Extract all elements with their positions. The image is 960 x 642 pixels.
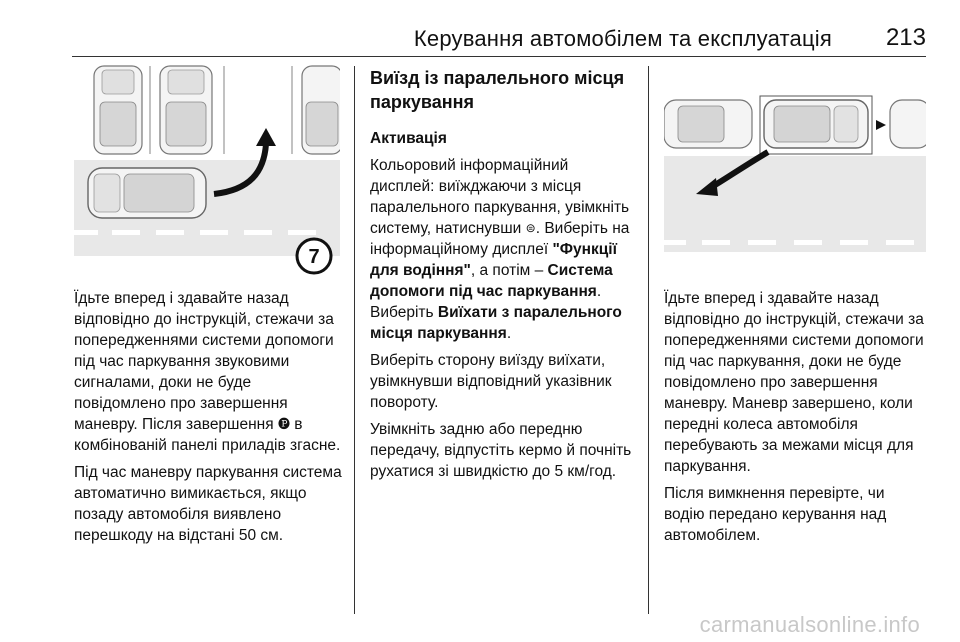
paragraph: Виберіть сторону виїзду виїхати, увімкнувши відповідний указівник повороту. [370, 352, 612, 411]
paragraph: Увімкніть задню або передню передачу, відпустіть кермо й почніть рухатися зі швидкістю до 5 км/год. [370, 421, 632, 480]
parked-car-2 [160, 66, 212, 154]
parking-assist-icon: 🅟 [277, 417, 290, 431]
column-left [74, 288, 346, 552]
parked-car-3 [302, 66, 340, 154]
moving-car [88, 168, 206, 218]
bold-text: Виїхати з паралельного місця паркування [370, 304, 622, 342]
page-header-title: Керування автомобілем та експлуатація [413, 26, 832, 51]
parked-car-1 [94, 66, 142, 154]
exit-parking-illustration [664, 70, 926, 284]
paragraph [74, 288, 346, 456]
page-number: 213 [885, 24, 926, 51]
parking-assist-button-icon: ⊜ [525, 221, 536, 235]
text-span: . Виберіть на інформаційному дисплеї [370, 220, 630, 258]
bold-text: Система допомоги під час паркування [370, 262, 613, 300]
text-span: Їдьте вперед і здавайте назад відповідно до інструкцій, стежачи за попередженнями системи допомоги під час паркування звуковими сигналами, доки не буде повідомлено про завершення маневру. Після завершення [74, 290, 334, 433]
column-divider-left [354, 66, 355, 614]
column-middle [370, 66, 632, 488]
header-rule [72, 56, 926, 57]
bold-text: "Функції для водіння" [370, 241, 617, 279]
column-divider-right [648, 66, 649, 614]
text-span: , а потім – [470, 262, 548, 279]
text-span: в комбінованій панелі приладів згасне. [74, 416, 341, 454]
text-span: . [506, 325, 512, 342]
section-title: Виїзд із паралельного місця паркування [370, 68, 625, 112]
paragraph [370, 155, 632, 344]
arrow-head-icon [256, 128, 276, 146]
own-car [764, 100, 868, 148]
sub-title: Активація [370, 130, 447, 147]
watermark: carmanualsonline.info [699, 612, 920, 637]
paragraph: Їдьте вперед і здавайте назад відповідно до інструкцій, стежачи за попередженнями системи допомоги під час паркування, доки не буде повідомлено про завершення маневру. Маневр завершено, коли передні колеса автомобіля перебувають за межами місця для паркування. [664, 290, 924, 475]
parked-car-right [890, 100, 926, 148]
forward-arrow-icon [876, 120, 886, 130]
text-span: Кольоровий інформаційний дисплей: виїжджаючи з місця паралельного паркування, увімкніть систему, натиснувши [370, 157, 630, 237]
badge-number: 7 [308, 246, 320, 268]
column-right [664, 288, 928, 552]
parked-car-left [664, 100, 752, 148]
paragraph: Під час маневру паркування система автоматично вимикається, якщо позаду автомобіля виявлено перешкоду на відстані 50 см. [74, 464, 342, 544]
road-area-2 [664, 156, 926, 252]
parking-illustration [74, 62, 340, 278]
text-span: . Виберіть [370, 283, 602, 321]
paragraph: Після вимкнення перевірте, чи водію передано керування над автомобілем. [664, 485, 887, 544]
